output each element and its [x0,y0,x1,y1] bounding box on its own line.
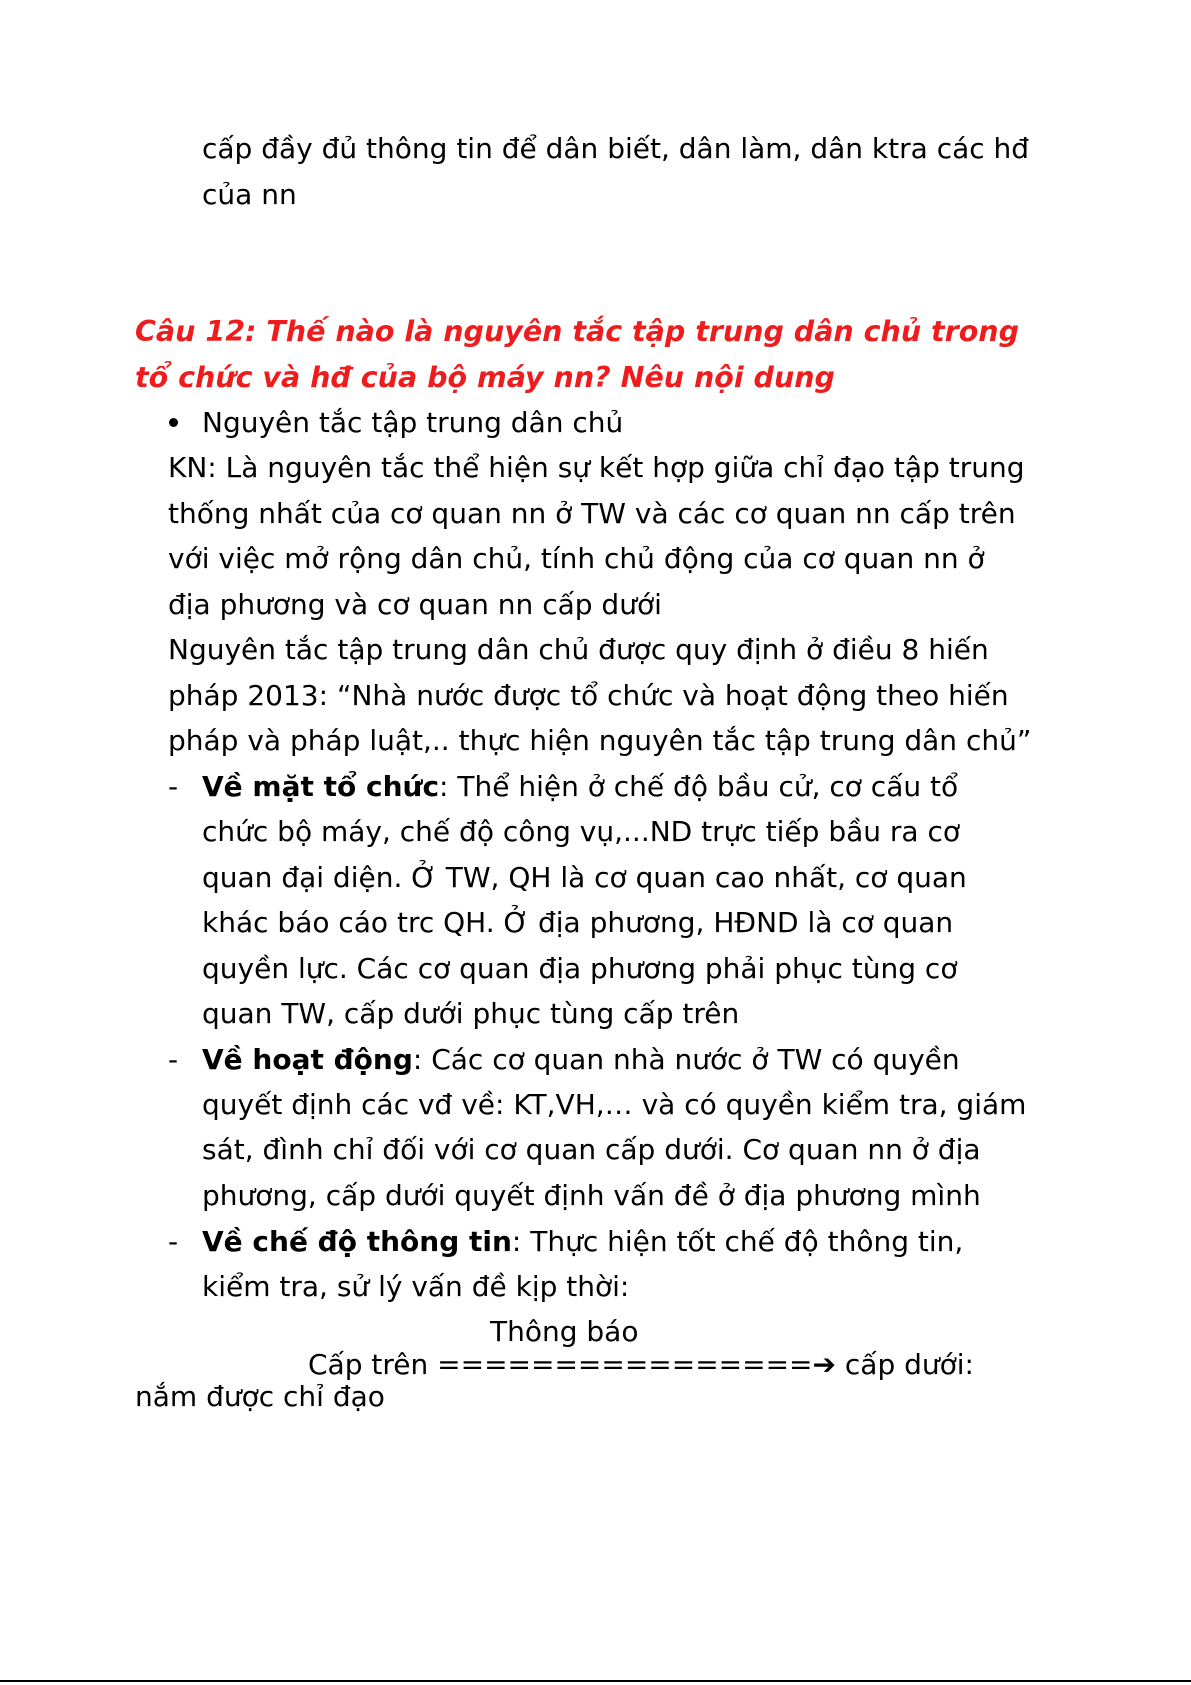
diagram-label: Thông báo [490,1315,639,1348]
diagram-from: Cấp trên [308,1348,429,1381]
diagram-arrow: ================ [437,1348,813,1381]
arrow-right-icon: ➔ [812,1348,836,1381]
dash-marker: - [168,1225,179,1258]
item-continuation: quan đại diện. Ở TW, QH là cơ quan cao nhất, cơ quan [202,861,967,894]
bullet-text: Nguyên tắc tập trung dân chủ [202,406,624,439]
item-continuation: sát, đình chỉ đối với cơ quan cấp dưới. Cơ quan nn ở địa [202,1133,981,1166]
item-continuation: phương, cấp dưới quyết định vấn đề ở địa phương mình [202,1179,981,1212]
item-bold-label: Về mặt tổ chức [202,770,440,803]
item-continuation: quan TW, cấp dưới phục tùng cấp trên [202,997,740,1030]
item-continuation: khác báo cáo trc QH. Ở địa phương, HĐND là cơ quan [202,906,954,939]
intro-line-1: cấp đầy đủ thông tin để dân biết, dân làm, dân ktra các hđ [202,132,1030,165]
item-text: : Thể hiện ở chế độ bầu cử, cơ cấu tổ [439,770,959,803]
diagram-to: cấp dưới: [844,1348,974,1381]
list-item-information [202,1217,963,1266]
item-text: : Thực hiện tốt chế độ thông tin, [511,1225,964,1258]
list-item-organization [202,762,958,811]
list-item-activity [202,1035,960,1084]
definition-line: địa phương và cơ quan nn cấp dưới [168,588,662,621]
definition-line: pháp và pháp luật,.. thực hiện nguyên tắc tập trung dân chủ” [168,724,1032,757]
item-text: : Các cơ quan nhà nước ở TW có quyền [412,1043,960,1076]
definition-line: Nguyên tắc tập trung dân chủ được quy định ở điều 8 hiến [168,633,989,666]
page-bottom-rule [0,1680,1191,1682]
item-continuation: quyền lực. Các cơ quan địa phương phải phục tùng cơ [202,952,958,985]
definition-line: với việc mở rộng dân chủ, tính chủ động của cơ quan nn ở [168,542,985,575]
item-bold-label: Về chế độ thông tin [202,1225,512,1258]
diagram-flow [308,1340,974,1389]
item-bold-label: Về hoạt động [202,1043,413,1076]
diagram-continuation: nắm được chỉ đạo [135,1380,385,1413]
dash-marker: - [168,1043,179,1076]
definition-line: pháp 2013: “Nhà nước được tổ chức và hoạt động theo hiến [168,679,1009,712]
definition-line: KN: Là nguyên tắc thể hiện sự kết hợp giữa chỉ đạo tập trung [168,451,1025,484]
dash-marker: - [168,770,179,803]
question-heading-line-2: tổ chức và hđ của bộ máy nn? Nêu nội dung [135,361,835,394]
definition-line: thống nhất của cơ quan nn ở TW và các cơ quan nn cấp trên [168,497,1016,530]
item-continuation: kiểm tra, sử lý vấn đề kịp thời: [202,1270,630,1303]
item-continuation: chức bộ máy, chế độ công vụ,...ND trực tiếp bầu ra cơ [202,815,960,848]
question-heading-line-1: Câu 12: Thế nào là nguyên tắc tập trung dân chủ trong [135,315,1019,348]
intro-line-2: của nn [202,178,297,211]
item-continuation: quyết định các vđ về: KT,VH,… và có quyền kiểm tra, giám [202,1088,1027,1121]
bullet-dot-icon [169,418,178,427]
